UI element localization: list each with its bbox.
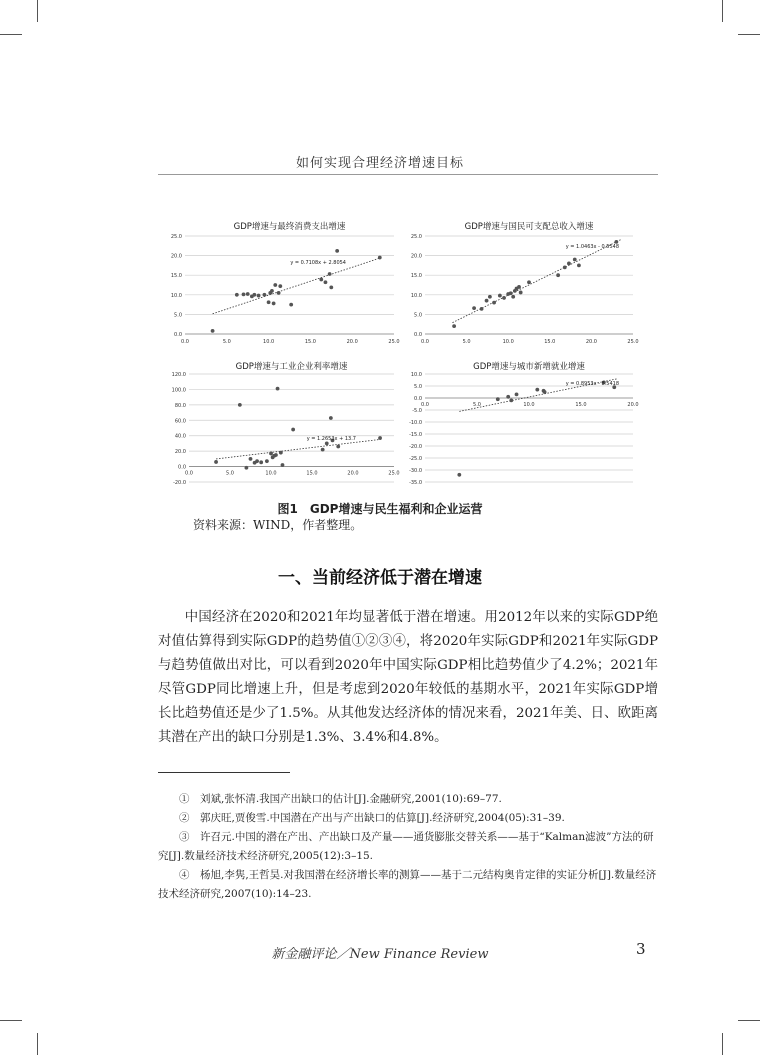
data-point xyxy=(535,388,539,392)
footnote-rule xyxy=(158,772,290,773)
y-tick-label: 15.0 xyxy=(170,273,182,280)
data-point xyxy=(265,459,269,463)
chart-title: GDP增速与最终消费支出增速 xyxy=(233,222,346,232)
data-point xyxy=(509,399,513,403)
data-point xyxy=(325,442,329,446)
body-paragraph: 中国经济在2020和2021年均显著低于潜在增速。用2012年以来的实际GDP绝对值估算得到实际GDP的趋势值①②③④，将2020年实际GDP和2021年实际GDP与趋势值做出对比，可以看到2020年中国实际GDP相比趋势值少了4.2%；2021年尽管GDP同比增速上升，但是考虑到2020年较低的基期水平，2021年实际GDP增长比趋势值还是少了1.5%。从其他发达经济体的情况来看，2021年美、日、欧距离其潜在产出的缺口分别是1.3%、3.4%和4.8%。 xyxy=(158,610,658,745)
x-tick-label: 5.0 xyxy=(226,470,234,477)
data-point xyxy=(378,256,382,260)
data-point xyxy=(242,293,246,297)
y-tick-label: -5.0 xyxy=(412,408,422,414)
y-tick-label: 5.0 xyxy=(174,312,182,319)
data-point xyxy=(509,291,513,295)
y-tick-label: 20.0 xyxy=(174,449,186,456)
data-point xyxy=(270,289,274,293)
x-tick-label: 10.0 xyxy=(265,470,277,477)
chart-income xyxy=(403,218,643,350)
data-point xyxy=(324,280,328,284)
journal-footer: 新金融评论／New Finance Review xyxy=(271,947,489,962)
data-point xyxy=(273,283,277,287)
x-tick-label: 10.0 xyxy=(502,339,514,345)
y-tick-label: 15.0 xyxy=(410,273,422,280)
data-point xyxy=(567,262,571,266)
x-tick-label: 5.0 xyxy=(462,339,471,345)
body-text xyxy=(158,606,658,750)
data-point xyxy=(269,452,273,456)
x-tick-label: 25.0 xyxy=(627,339,639,345)
data-point xyxy=(573,258,577,262)
y-tick-label: 25.0 xyxy=(170,234,182,240)
y-tick-label: 0.0 xyxy=(414,332,422,338)
y-tick-label: 5.0 xyxy=(414,312,422,319)
data-point xyxy=(511,295,515,299)
data-point xyxy=(577,264,581,268)
y-tick-label: -15.0 xyxy=(409,432,422,438)
crop-mark xyxy=(738,1020,760,1021)
x-tick-label: 15.0 xyxy=(306,470,318,477)
x-tick-label: 15.0 xyxy=(575,402,587,408)
section-heading: 一、当前经济低于潜在增速 xyxy=(278,568,482,588)
x-tick-label: 20.0 xyxy=(627,402,639,408)
y-tick-label: 0.0 xyxy=(174,332,182,338)
y-tick-label: -35.0 xyxy=(409,480,422,486)
data-point xyxy=(496,397,500,401)
trendline-equation: y = 1.2653x + 13.7 xyxy=(306,436,356,442)
data-point xyxy=(278,284,282,288)
header-rule xyxy=(158,174,658,175)
x-tick-label: 5.0 xyxy=(473,402,481,408)
crop-mark xyxy=(37,1033,38,1055)
crop-mark xyxy=(0,1020,22,1021)
data-point xyxy=(452,324,456,328)
data-point xyxy=(488,295,492,299)
data-point xyxy=(272,302,276,306)
y-tick-label: 100.0 xyxy=(171,387,186,394)
data-point xyxy=(527,280,531,284)
chart-urban-employment xyxy=(403,358,643,494)
footnote-3: ③ 许召元.中国的潜在产出、产出缺口及产量——通货膨胀交替关系——基于“Kalman滤波”方法的研究[J].数量经济技术经济研究,2005(12):3–15. xyxy=(158,831,654,862)
y-tick-label: -30.0 xyxy=(409,468,422,474)
data-point xyxy=(281,463,285,467)
data-point xyxy=(279,451,283,455)
footnote-2: ② 郭庆旺,贾俊雪.中国潜在产出与产出缺口的估算[J].经济研究,2004(05):31–39. xyxy=(179,812,565,824)
chart-industrial-profit xyxy=(170,358,402,494)
data-point xyxy=(515,393,519,397)
y-tick-label: 80.0 xyxy=(174,402,186,409)
y-tick-label: 20.0 xyxy=(170,253,182,260)
data-point xyxy=(556,273,560,277)
data-point xyxy=(259,460,263,464)
data-point xyxy=(319,278,323,282)
figure-caption: 图1 GDP增速与民生福利和企业运营 xyxy=(277,502,483,516)
footnotes xyxy=(158,790,658,904)
y-tick-label: -10.0 xyxy=(409,420,422,426)
crop-mark xyxy=(37,0,38,22)
x-tick-label: 20.0 xyxy=(346,339,358,345)
data-point xyxy=(214,460,218,464)
trendline xyxy=(452,240,620,323)
data-point xyxy=(211,329,215,333)
data-point xyxy=(245,466,249,470)
crop-mark xyxy=(722,0,723,22)
data-point xyxy=(329,416,333,420)
data-point xyxy=(378,436,382,440)
y-tick-label: 10.0 xyxy=(410,372,422,378)
data-point xyxy=(249,457,253,461)
chart-consumption xyxy=(170,218,402,350)
data-point xyxy=(328,272,332,276)
y-tick-label: 5.0 xyxy=(414,384,422,390)
data-point xyxy=(472,306,476,310)
y-tick-label: 0.0 xyxy=(178,464,186,471)
x-tick-label: 25.0 xyxy=(388,470,400,477)
y-tick-label: -20.0 xyxy=(409,444,422,450)
y-tick-label: 0.0 xyxy=(414,396,422,402)
data-point xyxy=(289,303,293,307)
crop-mark xyxy=(0,34,22,35)
y-tick-label: 60.0 xyxy=(174,418,186,425)
data-point xyxy=(563,265,567,269)
data-point xyxy=(252,293,256,297)
data-point xyxy=(506,395,510,399)
data-point xyxy=(277,291,281,295)
data-point xyxy=(235,293,239,297)
crop-mark xyxy=(738,34,760,35)
y-tick-label: 10.0 xyxy=(170,292,182,299)
y-tick-label: 120.0 xyxy=(171,372,186,378)
x-tick-label: 25.0 xyxy=(388,339,400,345)
trendline-equation: y = 0.8953x - 8.5418 xyxy=(565,381,619,387)
data-point xyxy=(246,292,250,296)
data-point xyxy=(255,459,259,463)
trendline-equation: y = 0.7108x + 2.8054 xyxy=(290,260,346,266)
x-tick-label: 0.0 xyxy=(421,339,429,345)
x-tick-label: 5.0 xyxy=(222,339,231,345)
figure-source: 资料来源：WIND，作者整理。 xyxy=(193,518,363,532)
data-point xyxy=(498,294,502,298)
y-tick-label: -20.0 xyxy=(173,480,186,486)
footnote-1: ① 刘斌,张怀清.我国产出缺口的估计[J].金融研究,2001(10):69–77. xyxy=(179,793,502,805)
data-point xyxy=(485,299,489,303)
chart-title: GDP增速与工业企业利率增速 xyxy=(235,362,348,372)
data-point xyxy=(263,293,267,297)
data-point xyxy=(274,453,278,457)
trendline xyxy=(216,439,382,459)
y-tick-label: 10.0 xyxy=(410,292,422,299)
running-header: 如何实现合理经济增速目标 xyxy=(295,156,464,171)
chart-title: GDP增速与城市新增就业增速 xyxy=(473,362,585,372)
y-tick-label: -25.0 xyxy=(409,456,422,462)
data-point xyxy=(257,294,261,298)
data-point xyxy=(517,285,521,289)
page-number: 3 xyxy=(636,940,646,958)
x-tick-label: 0.0 xyxy=(421,402,429,408)
footnote-4: ④ 杨旭,李隽,王哲昊.对我国潜在经济增长率的测算——基于二元结构奥肯定律的实证分析[J].数量经济技术经济研究,2007(10):14–23. xyxy=(158,869,657,900)
data-point xyxy=(238,403,242,407)
data-point xyxy=(267,300,271,304)
x-tick-label: 20.0 xyxy=(585,339,597,345)
data-point xyxy=(321,448,325,452)
y-tick-label: 40.0 xyxy=(174,433,186,440)
data-point xyxy=(502,296,506,300)
data-point xyxy=(329,285,333,289)
x-tick-label: 10.0 xyxy=(263,339,275,345)
data-point xyxy=(492,301,496,305)
data-point xyxy=(291,428,295,432)
data-point xyxy=(543,390,547,394)
y-tick-label: 25.0 xyxy=(410,234,422,240)
y-tick-label: 20.0 xyxy=(410,253,422,260)
data-point xyxy=(335,249,339,253)
x-tick-label: 10.0 xyxy=(523,402,535,408)
data-point xyxy=(336,445,340,449)
x-tick-label: 20.0 xyxy=(347,470,359,477)
trendline-equation: y = 1.0463x - 0.5548 xyxy=(565,244,619,250)
crop-mark xyxy=(722,1033,723,1055)
data-point xyxy=(457,473,461,477)
chart-title: GDP增速与国民可支配总收入增速 xyxy=(464,222,594,232)
data-point xyxy=(276,387,280,391)
data-point xyxy=(519,291,523,295)
x-tick-label: 0.0 xyxy=(185,470,193,477)
data-point xyxy=(480,307,484,311)
x-tick-label: 15.0 xyxy=(544,339,556,345)
x-tick-label: 0.0 xyxy=(181,339,189,345)
x-tick-label: 15.0 xyxy=(304,339,316,345)
